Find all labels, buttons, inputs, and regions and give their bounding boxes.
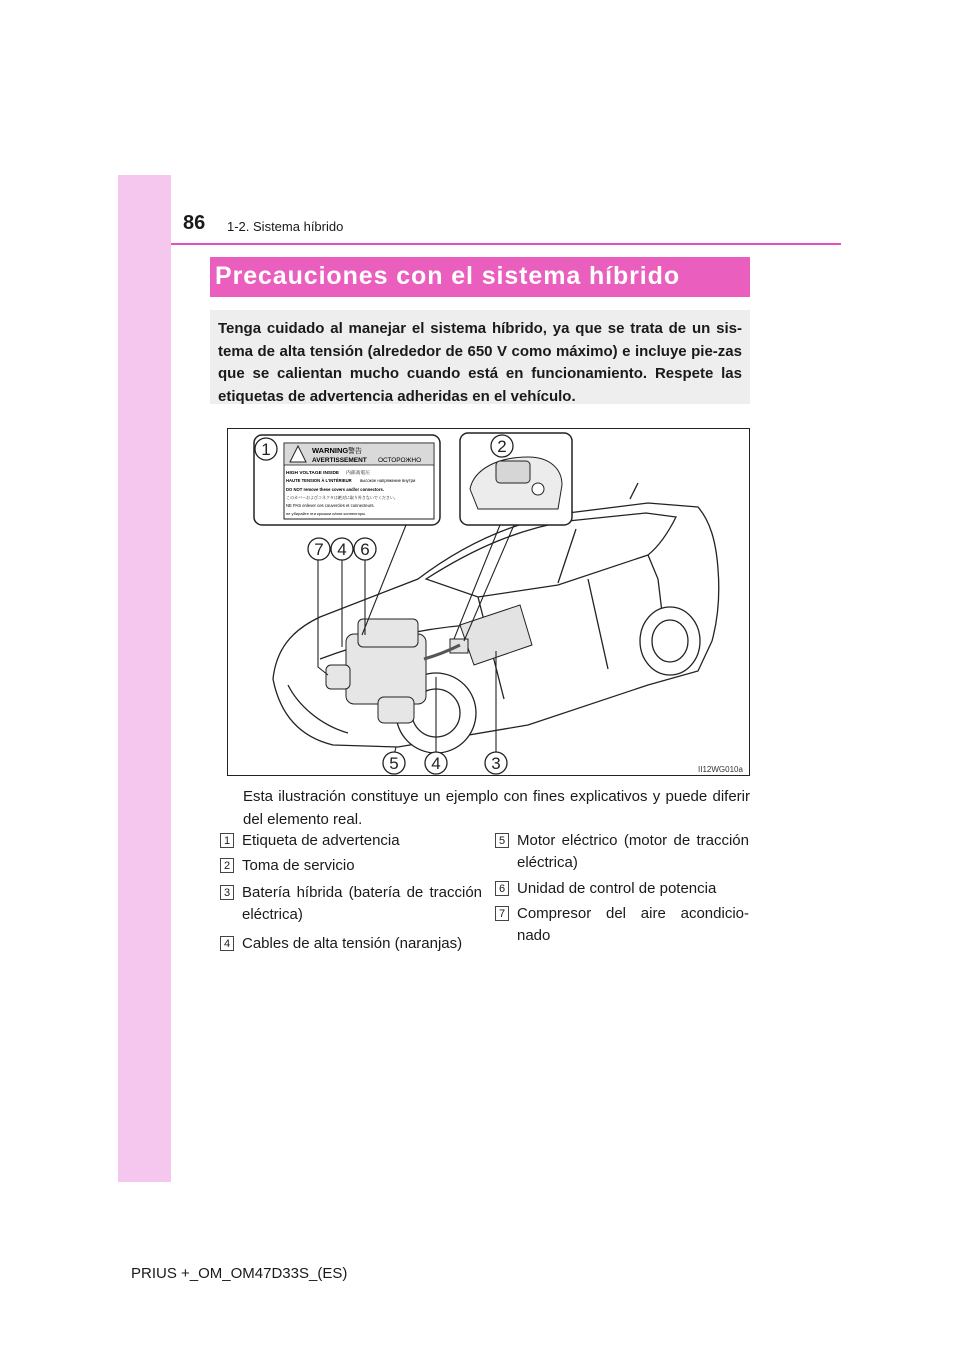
label-warning: WARNING (312, 446, 349, 455)
label-hv: HIGH VOLTAGE INSIDE (286, 471, 340, 476)
callout-2: 2 (497, 437, 507, 456)
illustration-code: II12WG010a (698, 765, 743, 774)
label-dn: DO NOT remove these covers and/or connectors. (286, 487, 384, 492)
legend-text: Toma de servicio (242, 857, 355, 874)
callout-1: 1 (261, 440, 271, 459)
callout-4a: 4 (337, 540, 347, 559)
hybrid-battery (450, 605, 532, 665)
legend-number: 6 (495, 881, 509, 896)
callout-7: 7 (314, 540, 324, 559)
label-ne: NE PAS enlever ces couvercles et connecteurs. (286, 503, 375, 508)
illustration-caption: Esta ilustración constituye un ejemplo con fines explicativos y puede diferir del elemento real. (243, 788, 750, 828)
label-ru: не убирайте эти крышки и/или коннекторы. (286, 511, 367, 516)
callout-4b: 4 (431, 754, 441, 773)
page-title: Precauciones con el sistema híbrido (215, 262, 680, 290)
legend-number: 7 (495, 906, 509, 921)
wheels (396, 607, 700, 753)
legend-text: Unidad de control de potencia (517, 880, 717, 897)
legend-text: Etiqueta de advertencia (242, 832, 400, 849)
engine-unit (326, 619, 426, 723)
label-hv-jp: 内部高電圧 (346, 471, 370, 476)
callout-6: 6 (360, 540, 370, 559)
legend-number: 5 (495, 833, 509, 848)
page-number: 86 (183, 212, 206, 234)
legend-text: Batería híbrida (batería de tracción eléctrica) (242, 884, 482, 923)
footer-code: PRIUS +_OM_OM47D33S_(ES) (131, 1265, 348, 1282)
label-osto: ОСТОРОЖНО (378, 457, 422, 464)
intro-box (210, 310, 750, 404)
label-ht-ru: высокое напряжение внутри (360, 478, 416, 483)
legend-text: Cables de alta tensión (naranjas) (242, 935, 463, 952)
callout-5: 5 (389, 754, 399, 773)
label-avert: AVERTISSEMENT (312, 457, 367, 464)
label-ht: HAUTE TENSION À L'INTÉRIEUR (286, 478, 352, 483)
label-warning-jp: 警告 (348, 448, 362, 455)
legend-number: 3 (220, 885, 234, 900)
legend-number: 4 (220, 936, 234, 951)
section-title: 1-2. Sistema híbrido (227, 219, 344, 234)
car-illustration (227, 428, 750, 776)
legend-number: 1 (220, 833, 234, 848)
legend-text: Compresor del aire acondicio-nado (517, 905, 749, 944)
header-rule (171, 243, 841, 245)
legend-number: 2 (220, 858, 234, 873)
legend-text: Motor eléctrico (motor de tracción eléctrica) (517, 832, 749, 871)
label-jp: このカバーおよびコネクタは絶対に取り外さないでください。 (286, 495, 398, 500)
intro-text: Tenga cuidado al manejar el sistema híbrido, ya que se trata de un sis-tema de alta tensión (alrededor de 650 V como máximo) e incluye pie-zas que se calientan mucho cuando está en funcionamiento. Respete las etiquetas de advertencia adheridas en el vehículo. (218, 320, 742, 405)
callout-3: 3 (491, 754, 501, 773)
page-sidebar-tab (118, 175, 171, 1182)
